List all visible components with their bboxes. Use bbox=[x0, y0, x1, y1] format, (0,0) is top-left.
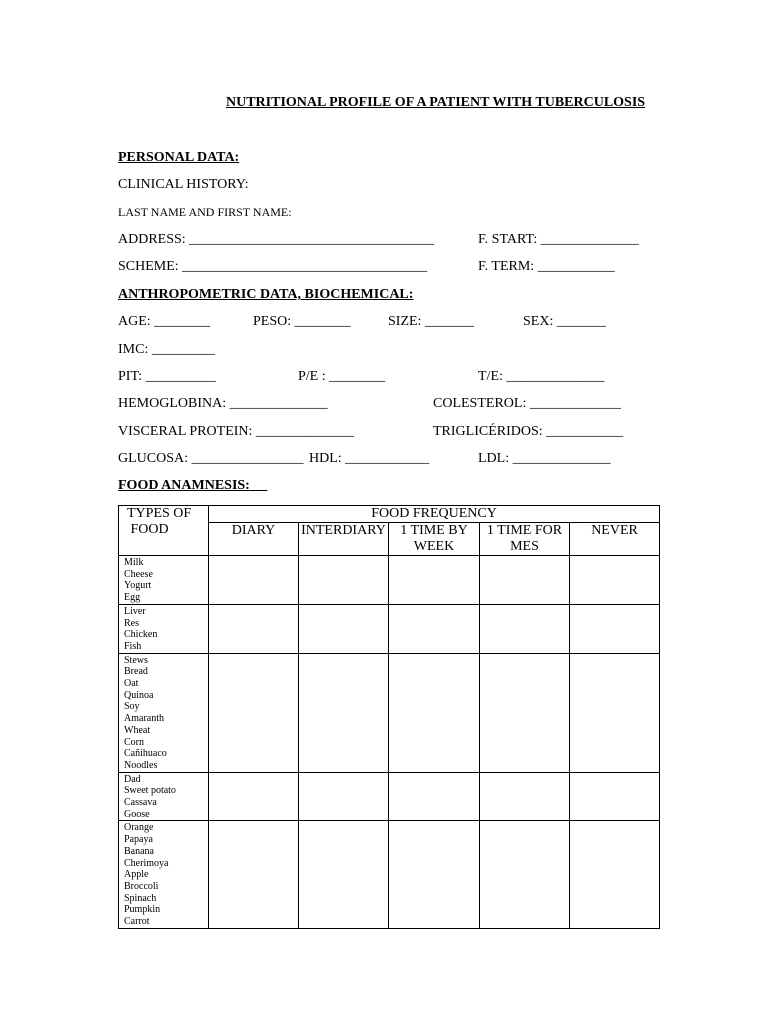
col-header-never: NEVER bbox=[570, 523, 660, 556]
food-group-cell bbox=[119, 653, 209, 772]
food-item: Sweet potato bbox=[124, 785, 176, 797]
food-item: Broccoli bbox=[124, 880, 159, 892]
food-frequency-header: FOOD FREQUENCY bbox=[209, 506, 660, 523]
term-date-field: F. TERM: ___________ bbox=[478, 259, 615, 274]
food-item: Carrot bbox=[124, 916, 150, 928]
frequency-cell[interactable] bbox=[389, 604, 480, 653]
col-header-once-week: 1 TIME BY WEEK bbox=[389, 523, 480, 556]
food-item: Papaya bbox=[124, 834, 153, 846]
frequency-cell[interactable] bbox=[480, 772, 570, 821]
frequency-cell[interactable] bbox=[209, 556, 299, 605]
food-item: Cherimoya bbox=[124, 857, 169, 869]
frequency-cell[interactable] bbox=[480, 604, 570, 653]
age-field: AGE: ________ bbox=[118, 314, 211, 329]
food-item: Dad bbox=[124, 773, 141, 785]
food-item: Pumpkin bbox=[124, 904, 161, 916]
food-item: Banana bbox=[124, 845, 154, 857]
frequency-cell[interactable] bbox=[299, 653, 389, 772]
start-date-field: F. START: ______________ bbox=[478, 232, 639, 247]
table-row bbox=[119, 556, 660, 605]
food-item: Fish bbox=[124, 640, 142, 652]
types-of-food-header: TYPES OF FOOD bbox=[119, 506, 209, 556]
food-item: Spinach bbox=[124, 892, 157, 904]
table-row bbox=[119, 772, 660, 821]
frequency-cell[interactable] bbox=[480, 821, 570, 929]
frequency-cell[interactable] bbox=[209, 772, 299, 821]
food-item: Noodles bbox=[124, 759, 158, 771]
frequency-cell[interactable] bbox=[389, 653, 480, 772]
food-item: Wheat bbox=[124, 724, 151, 736]
food-group-cell bbox=[119, 556, 209, 605]
food-item: Soy bbox=[124, 701, 140, 713]
frequency-cell[interactable] bbox=[209, 604, 299, 653]
food-item: Cañihuaco bbox=[124, 748, 167, 760]
visceral-protein-field: VISCERAL PROTEIN: ______________ bbox=[118, 424, 354, 439]
frequency-cell[interactable] bbox=[570, 772, 660, 821]
food-item: Amaranth bbox=[124, 713, 164, 725]
food-group-cell bbox=[119, 604, 209, 653]
frequency-cell[interactable] bbox=[389, 821, 480, 929]
frequency-cell[interactable] bbox=[299, 772, 389, 821]
pe-field: P/E : ________ bbox=[298, 369, 386, 384]
food-item: Oat bbox=[124, 678, 139, 690]
table-row bbox=[119, 821, 660, 929]
table-row bbox=[119, 604, 660, 653]
food-group-cell bbox=[119, 821, 209, 929]
frequency-cell[interactable] bbox=[570, 556, 660, 605]
frequency-cell[interactable] bbox=[570, 653, 660, 772]
food-item: Orange bbox=[124, 822, 154, 834]
frequency-cell[interactable] bbox=[209, 821, 299, 929]
size-field: SIZE: _______ bbox=[388, 314, 474, 329]
frequency-cell[interactable] bbox=[389, 772, 480, 821]
frequency-cell[interactable] bbox=[570, 821, 660, 929]
col-header-once-month: 1 TIME FOR MES bbox=[480, 523, 570, 556]
hemoglobin-field: HEMOGLOBINA: ______________ bbox=[118, 396, 328, 411]
food-item: Egg bbox=[124, 592, 141, 604]
table-row bbox=[119, 653, 660, 772]
food-item: Stews bbox=[124, 654, 148, 666]
food-item: Yogurt bbox=[124, 580, 152, 592]
food-item: Cheese bbox=[124, 568, 153, 580]
anthropometric-heading: ANTHROPOMETRIC DATA, BIOCHEMICAL: bbox=[118, 287, 414, 302]
food-anamnesis-heading-wrap bbox=[118, 479, 267, 493]
food-item: Cassava bbox=[124, 797, 157, 809]
sex-field: SEX: _______ bbox=[523, 314, 606, 329]
glucose-field: GLUCOSA: ________________ bbox=[118, 451, 304, 466]
food-item: Liver bbox=[124, 605, 146, 617]
food-frequency-table bbox=[118, 505, 660, 929]
food-item: Bread bbox=[124, 666, 148, 678]
triglycerides-field: TRIGLICÉRIDOS: ___________ bbox=[433, 424, 624, 439]
personal-data-heading: PERSONAL DATA: bbox=[118, 150, 240, 165]
imc-field: IMC: _________ bbox=[118, 342, 215, 357]
food-item: Res bbox=[124, 617, 139, 629]
food-item: Corn bbox=[124, 736, 144, 748]
col-header-diary: DIARY bbox=[209, 523, 299, 556]
page-title: NUTRITIONAL PROFILE OF A PATIENT WITH TUBERCULOSIS bbox=[226, 95, 646, 110]
te-field: T/E: ______________ bbox=[478, 369, 605, 384]
scheme-field: SCHEME: ___________________________________ bbox=[118, 259, 428, 274]
ldl-field: LDL: ______________ bbox=[478, 451, 611, 466]
pit-field: PIT: __________ bbox=[118, 369, 216, 384]
food-anamnesis-trail bbox=[250, 478, 268, 493]
address-field: ADDRESS: ___________________________________ bbox=[118, 232, 435, 247]
hdl-field: HDL: ____________ bbox=[309, 451, 430, 466]
frequency-cell[interactable] bbox=[389, 556, 480, 605]
frequency-cell[interactable] bbox=[209, 653, 299, 772]
clinical-history-label: CLINICAL HISTORY: bbox=[118, 177, 249, 192]
food-group-cell bbox=[119, 772, 209, 821]
food-item: Milk bbox=[124, 557, 144, 568]
col-header-interdiary: INTERDIARY bbox=[299, 523, 389, 556]
frequency-cell[interactable] bbox=[299, 556, 389, 605]
food-item: Goose bbox=[124, 808, 150, 820]
food-item: Apple bbox=[124, 869, 149, 881]
frequency-cell[interactable] bbox=[299, 821, 389, 929]
frequency-cell[interactable] bbox=[570, 604, 660, 653]
cholesterol-field: COLESTEROL: _____________ bbox=[433, 396, 621, 411]
frequency-cell[interactable] bbox=[480, 556, 570, 605]
food-item: Quinoa bbox=[124, 689, 154, 701]
name-label: LAST NAME AND FIRST NAME: bbox=[118, 205, 292, 219]
food-item: Chicken bbox=[124, 629, 158, 641]
food-anamnesis-heading: FOOD ANAMNESIS: bbox=[118, 478, 250, 493]
frequency-cell[interactable] bbox=[480, 653, 570, 772]
weight-field: PESO: ________ bbox=[253, 314, 351, 329]
frequency-cell[interactable] bbox=[299, 604, 389, 653]
